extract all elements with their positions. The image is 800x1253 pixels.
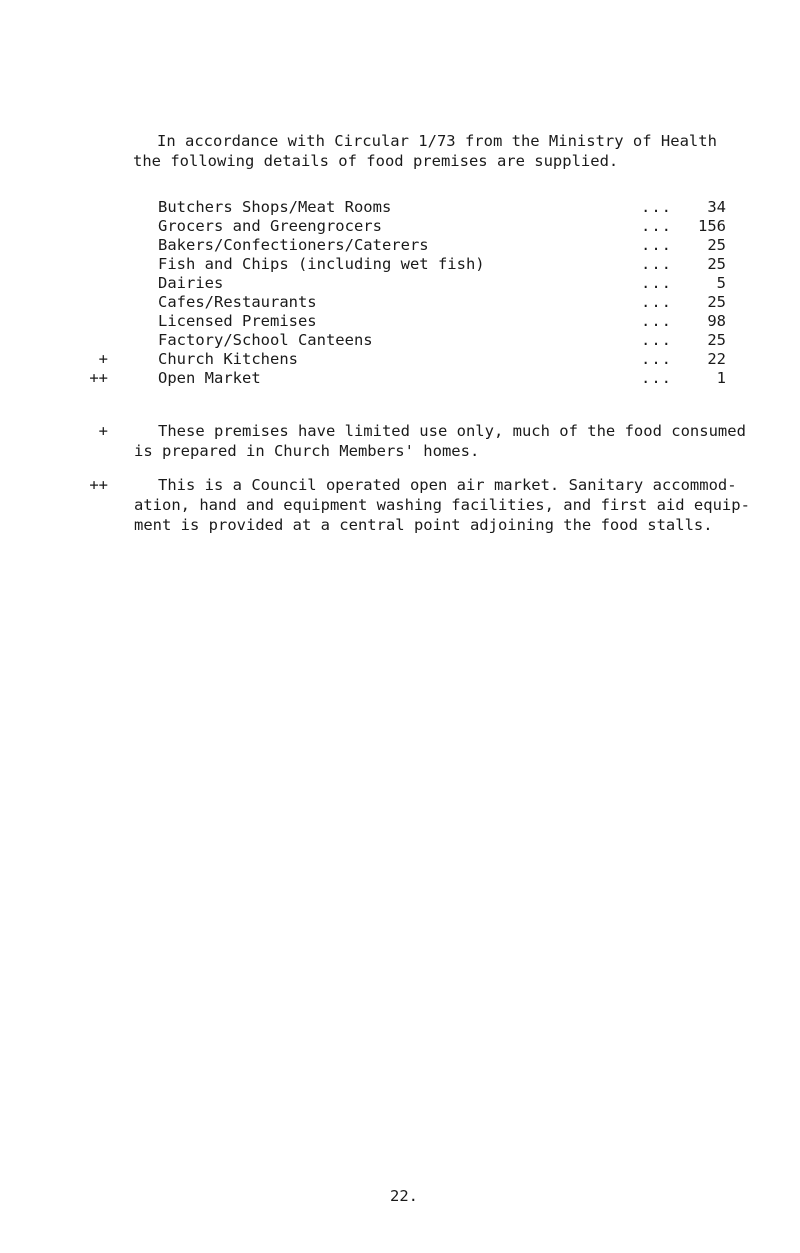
footnote-rest: is prepared in Church Members' homes. xyxy=(134,442,480,460)
leader-dots: ... xyxy=(641,255,672,273)
list-item xyxy=(0,236,800,255)
premises-type: Bakers/Confectioners/Caterers xyxy=(158,236,429,254)
list-item xyxy=(0,331,800,350)
premises-count: 22 xyxy=(707,350,726,368)
premises-type: Dairies xyxy=(158,274,224,292)
list-item xyxy=(0,312,800,331)
list-item xyxy=(0,293,800,312)
premises-type: Fish and Chips (including wet fish) xyxy=(158,255,485,273)
leader-dots: ... xyxy=(641,350,672,368)
premises-type: Church Kitchens xyxy=(158,350,298,368)
leader-dots: ... xyxy=(641,274,672,292)
footnote-first-line: These premises have limited use only, much of the food consumed xyxy=(158,422,746,440)
footnote-marker: ++ xyxy=(89,369,108,387)
food-premises-list xyxy=(0,198,800,388)
footnote-marker: ++ xyxy=(89,476,108,494)
leader-dots: ... xyxy=(641,217,672,235)
premises-type: Open Market xyxy=(158,369,261,387)
page-number: 22. xyxy=(390,1187,418,1205)
list-item xyxy=(0,274,800,293)
leader-dots: ... xyxy=(641,369,672,387)
leader-dots: ... xyxy=(641,331,672,349)
premises-count: 34 xyxy=(707,198,726,216)
premises-type: Licensed Premises xyxy=(158,312,317,330)
footnote-marker: + xyxy=(98,422,108,440)
leader-dots: ... xyxy=(641,293,672,311)
premises-count: 1 xyxy=(716,369,726,387)
leader-dots: ... xyxy=(641,236,672,254)
footnote-first-line: This is a Council operated open air market. Sanitary accommod- xyxy=(158,476,737,494)
intro-line-1: In accordance with Circular 1/73 from the Ministry of Health xyxy=(157,132,717,150)
premises-count: 25 xyxy=(707,293,726,311)
intro-line-2: the following details of food premises are supplied. xyxy=(133,152,619,170)
premises-count: 25 xyxy=(707,331,726,349)
premises-type: Cafes/Restaurants xyxy=(158,293,317,311)
premises-type: Butchers Shops/Meat Rooms xyxy=(158,198,392,216)
list-item xyxy=(0,217,800,236)
premises-count: 25 xyxy=(707,255,726,273)
footnote-text xyxy=(134,475,789,535)
leader-dots: ... xyxy=(641,312,672,330)
footnote-rest: ation, hand and equipment washing facilities, and first aid equip- ment is provided at a central point adjoining the food stalls. xyxy=(134,496,750,534)
premises-type: Factory/School Canteens xyxy=(158,331,373,349)
footnote-text xyxy=(134,421,789,461)
list-item xyxy=(0,198,800,217)
premises-type: Grocers and Greengrocers xyxy=(158,217,382,235)
premises-count: 156 xyxy=(698,217,726,235)
list-item xyxy=(0,255,800,274)
list-item xyxy=(0,350,800,369)
list-item xyxy=(0,369,800,388)
premises-count: 5 xyxy=(716,274,726,292)
footnote-marker: + xyxy=(98,350,108,368)
premises-count: 98 xyxy=(707,312,726,330)
premises-count: 25 xyxy=(707,236,726,254)
leader-dots: ... xyxy=(641,198,672,216)
intro-paragraph xyxy=(133,131,787,171)
